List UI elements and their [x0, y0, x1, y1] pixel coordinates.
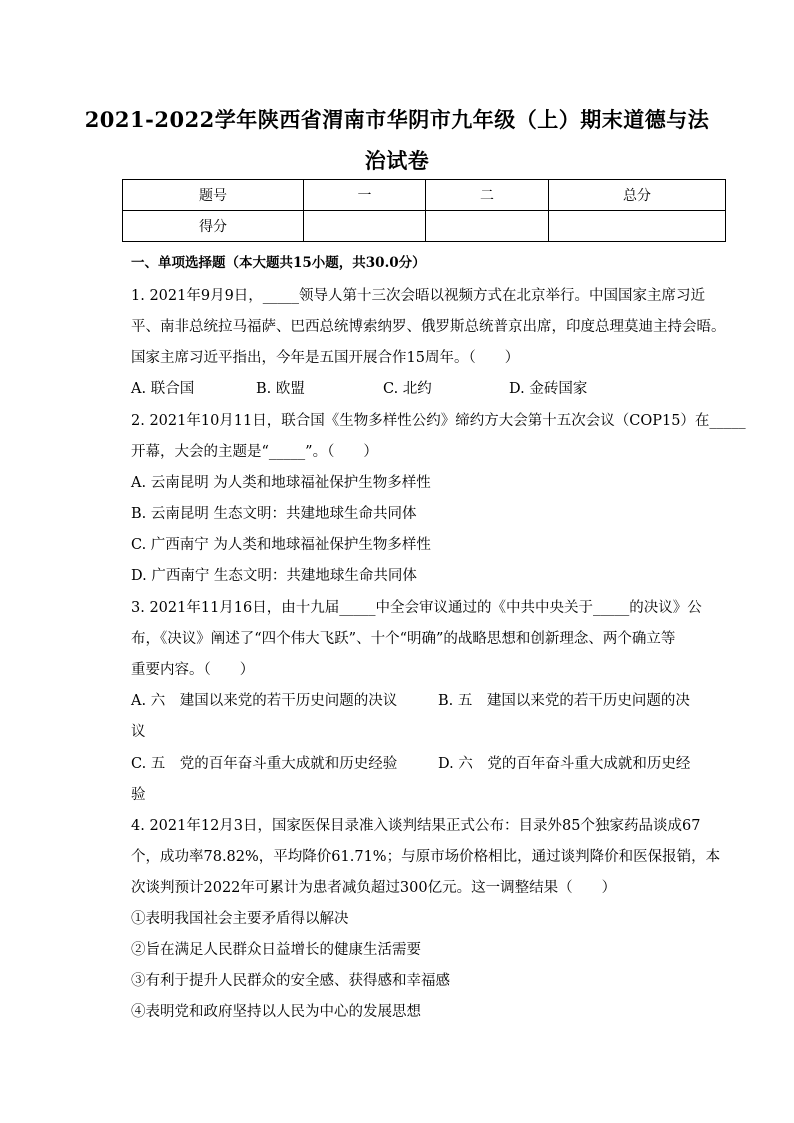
- q4-statement-3: ③有利于提升人民群众的安全感、获得感和幸福感: [131, 973, 450, 989]
- q3-stem-line-2: 布，《决议》阐述了“四个伟大飞跃”、十个“明确”的战略思想和创新理念、两个确立等: [131, 631, 676, 647]
- q4-stem-line-1: 4. 2021年12月3日，国家医保目录准入谈判结果正式公布：目录外85个独家药品谈成67: [131, 818, 701, 834]
- q3-stem-line-3: 重要内容。（ ）: [131, 662, 255, 678]
- q2-stem-line-1: 2. 2021年10月11日，联合国《生物多样性公约》缔约方大会第十五次会议（COP15）在_____: [131, 413, 746, 429]
- score-table-cell-empty: [549, 211, 726, 242]
- exam-title-line-1: 2021-2022学年陕西省渭南市华阴市九年级（上）期末道德与法: [84, 107, 710, 132]
- score-table: [122, 179, 726, 242]
- score-table-cell-part-1: 一: [304, 180, 426, 211]
- q2-option-a: A. 云南昆明 为人类和地球福祉保护生物多样性: [131, 475, 431, 491]
- q3-option-b: B. 五 建国以来党的若干历史问题的决: [438, 693, 690, 709]
- q4-stem-line-2: 个，成功率78.82%，平均降价61.71%；与原市场价格相比，通过谈判降价和医保报销，本: [131, 849, 721, 865]
- q3-option-a: A. 六 建国以来党的若干历史问题的决议: [131, 693, 398, 709]
- q1-stem-line-3: 国家主席习近平指出，今年是五国开展合作15周年。（ ）: [131, 350, 520, 366]
- q3-option-d: D. 六 党的百年奋斗重大成就和历史经: [438, 756, 691, 772]
- q3-stem-line-1: 3. 2021年11月16日，由十九届_____中全会审议通过的《中共中央关于_____的决议》公: [131, 600, 702, 616]
- q1-option-b: B. 欧盟: [256, 381, 305, 397]
- score-table-cell-question-number: 题号: [123, 180, 304, 211]
- q2-option-d: D. 广西南宁 生态文明：共建地球生命共同体: [131, 568, 417, 584]
- score-table-cell-total: 总分: [549, 180, 726, 211]
- section-heading: 一、单项选择题（本大题共15小题，共30.0分）: [131, 255, 426, 271]
- score-table-cell-score-label: 得分: [123, 211, 304, 242]
- q2-stem-line-2: 开幕，大会的主题是“_____”。（ ）: [131, 444, 378, 460]
- q1-option-d: D. 金砖国家: [509, 381, 588, 397]
- q2-option-c: C. 广西南宁 为人类和地球福祉保护生物多样性: [131, 537, 431, 553]
- score-table-score-row: [123, 211, 726, 242]
- q4-statement-1: ①表明我国社会主要矛盾得以解决: [131, 911, 349, 927]
- q1-stem-line-2: 平、南非总统拉马福萨、巴西总统博索纳罗、俄罗斯总统普京出席，印度总理莫迪主持会晤。: [131, 319, 726, 335]
- q3-option-d-continued: 验: [131, 787, 146, 803]
- q3-option-b-continued: 议: [131, 724, 146, 740]
- score-table-cell-empty: [426, 211, 549, 242]
- score-table-header-row: [123, 180, 726, 211]
- score-table-cell-part-2: 二: [426, 180, 549, 211]
- score-table-cell-empty: [304, 211, 426, 242]
- q4-stem-line-3: 次谈判预计2022年可累计为患者减负超过300亿元。这一调整结果（ ）: [131, 880, 617, 896]
- q1-option-c: C. 北约: [383, 381, 432, 397]
- q1-option-a: A. 联合国: [131, 381, 195, 397]
- exam-title-line-2: 治试卷: [364, 148, 430, 173]
- q4-statement-2: ②旨在满足人民群众日益增长的健康生活需要: [131, 942, 421, 958]
- q2-option-b: B. 云南昆明 生态文明：共建地球生命共同体: [131, 506, 417, 522]
- q1-stem-line-1: 1. 2021年9月9日，_____领导人第十三次会晤以视频方式在北京举行。中国国家主席习近: [131, 288, 706, 304]
- q3-option-c: C. 五 党的百年奋斗重大成就和历史经验: [131, 756, 398, 772]
- q4-statement-4: ④表明党和政府坚持以人民为中心的发展思想: [131, 1004, 421, 1020]
